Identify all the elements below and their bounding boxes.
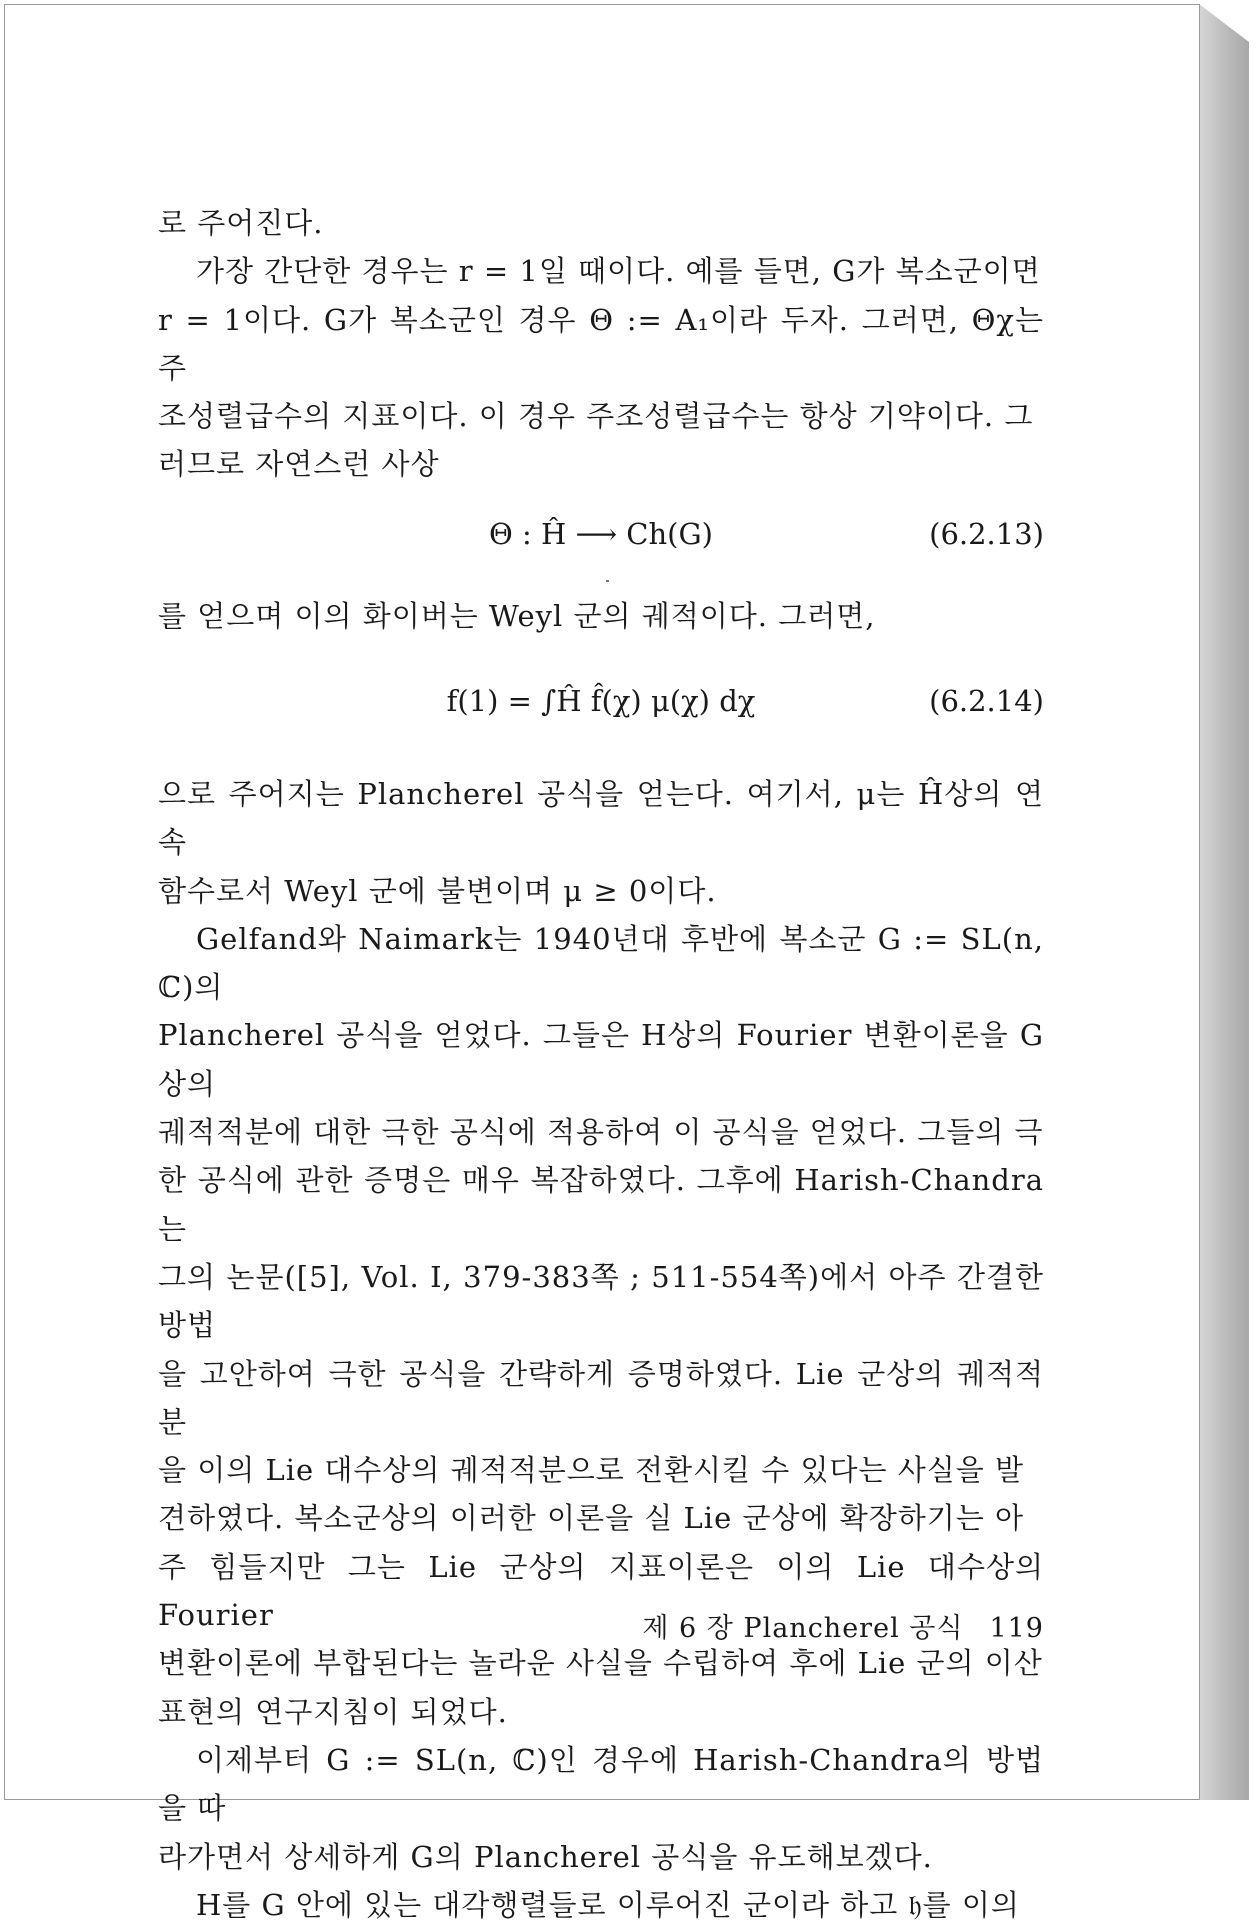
equation-number: (6.2.14) [929,684,1044,718]
text-line: 주 힘들지만 그는 Lie 군상의 지표이론은 이의 Lie 대수상의 Fourier [158,1549,1044,1633]
text-line: 그의 논문([5], Vol. I, 379-383쪽 ; 511-554쪽)에서 아주 간결한 방법 [158,1259,1044,1343]
text-line: 변환이론에 부합된다는 놀라운 사실을 수립하여 후에 Lie 군의 이산 [158,1646,1043,1681]
text-line: 표현의 연구지침이 되었다. [158,1694,508,1729]
text-line: 함수로서 Weyl 군에 불변이며 μ ≥ 0이다. [158,873,717,908]
text-line: 이제부터 G := SL(n, ℂ)인 경우에 Harish-Chandra의 방법을 따 [158,1742,1044,1826]
text-block-bottom [158,770,1044,1929]
text-line: H를 G 안에 있는 대각행렬들로 이루어진 군이라 하고 𝔥를 이의 [196,1887,1020,1922]
equation-body: f(1) = ∫Ĥ f̂(χ) μ(χ) dχ [446,684,756,718]
text-line: Plancherel 공식을 얻었다. 그들은 H상의 Fourier 변환이론을 G상의 [158,1018,1044,1101]
text-line: 을 고안하여 극한 공식을 간략하게 증명하였다. Lie 군상의 궤적적분 [158,1356,1044,1439]
text-line: 한 공식에 관한 증명은 매우 복잡하였다. 그후에 Harish-Chandra는 [158,1163,1044,1246]
equation-6-2-13 [158,510,1044,558]
page-number: 119 [989,1613,1044,1644]
text-line: 가장 간단한 경우는 r = 1일 때이다. 예를 들면, G가 복소군이면 [196,254,1041,289]
equation-6-2-14 [158,677,1044,725]
text-line: r = 1이다. G가 복소군인 경우 Θ := A₁이라 두자. 그러면, Θχ는 주 [158,302,1044,385]
text-line: 으로 주어지는 Plancherel 공식을 얻는다. 여기서, μ는 Ĥ상의 연속 [158,777,1044,860]
text-block-top [158,199,1044,489]
text-line: 를 얻으며 이의 화이버는 Weyl 군의 궤적이다. 그러면, [158,599,876,633]
text-block-mid [158,592,1044,640]
text-line: 견하였다. 복소군상의 이러한 이론을 실 Lie 군상에 확장하기는 아 [158,1501,1025,1536]
text-line: 라가면서 상세하게 G의 Plancherel 공식을 유도해보겠다. [158,1839,933,1874]
page-edge [1199,4,1249,1800]
text-line: 궤적적분에 대한 극한 공식에 적용하여 이 공식을 얻었다. 그들의 극 [158,1115,1044,1150]
text-line: 을 이의 Lie 대수상의 궤적적분으로 전환시킬 수 있다는 사실을 발 [158,1453,1025,1488]
chapter-title: 제 6 장 Plancherel 공식 [642,1613,964,1644]
text-line: 러므로 자연스런 사상 [158,447,440,482]
text-line: 로 주어진다. [158,206,324,240]
running-footer [158,1606,1044,1645]
text-line: 조성렬급수의 지표이다. 이 경우 주조성렬급수는 항상 기약이다. 그 [158,399,1034,434]
equation-body: Θ : Ĥ ⟶ Ch(G) [489,517,713,551]
text-line: Gelfand와 Naimark는 1940년대 후반에 복소군 G := SL(n, ℂ)의 [158,921,1044,1005]
stray-mark [606,580,609,582]
equation-number: (6.2.13) [929,517,1044,551]
